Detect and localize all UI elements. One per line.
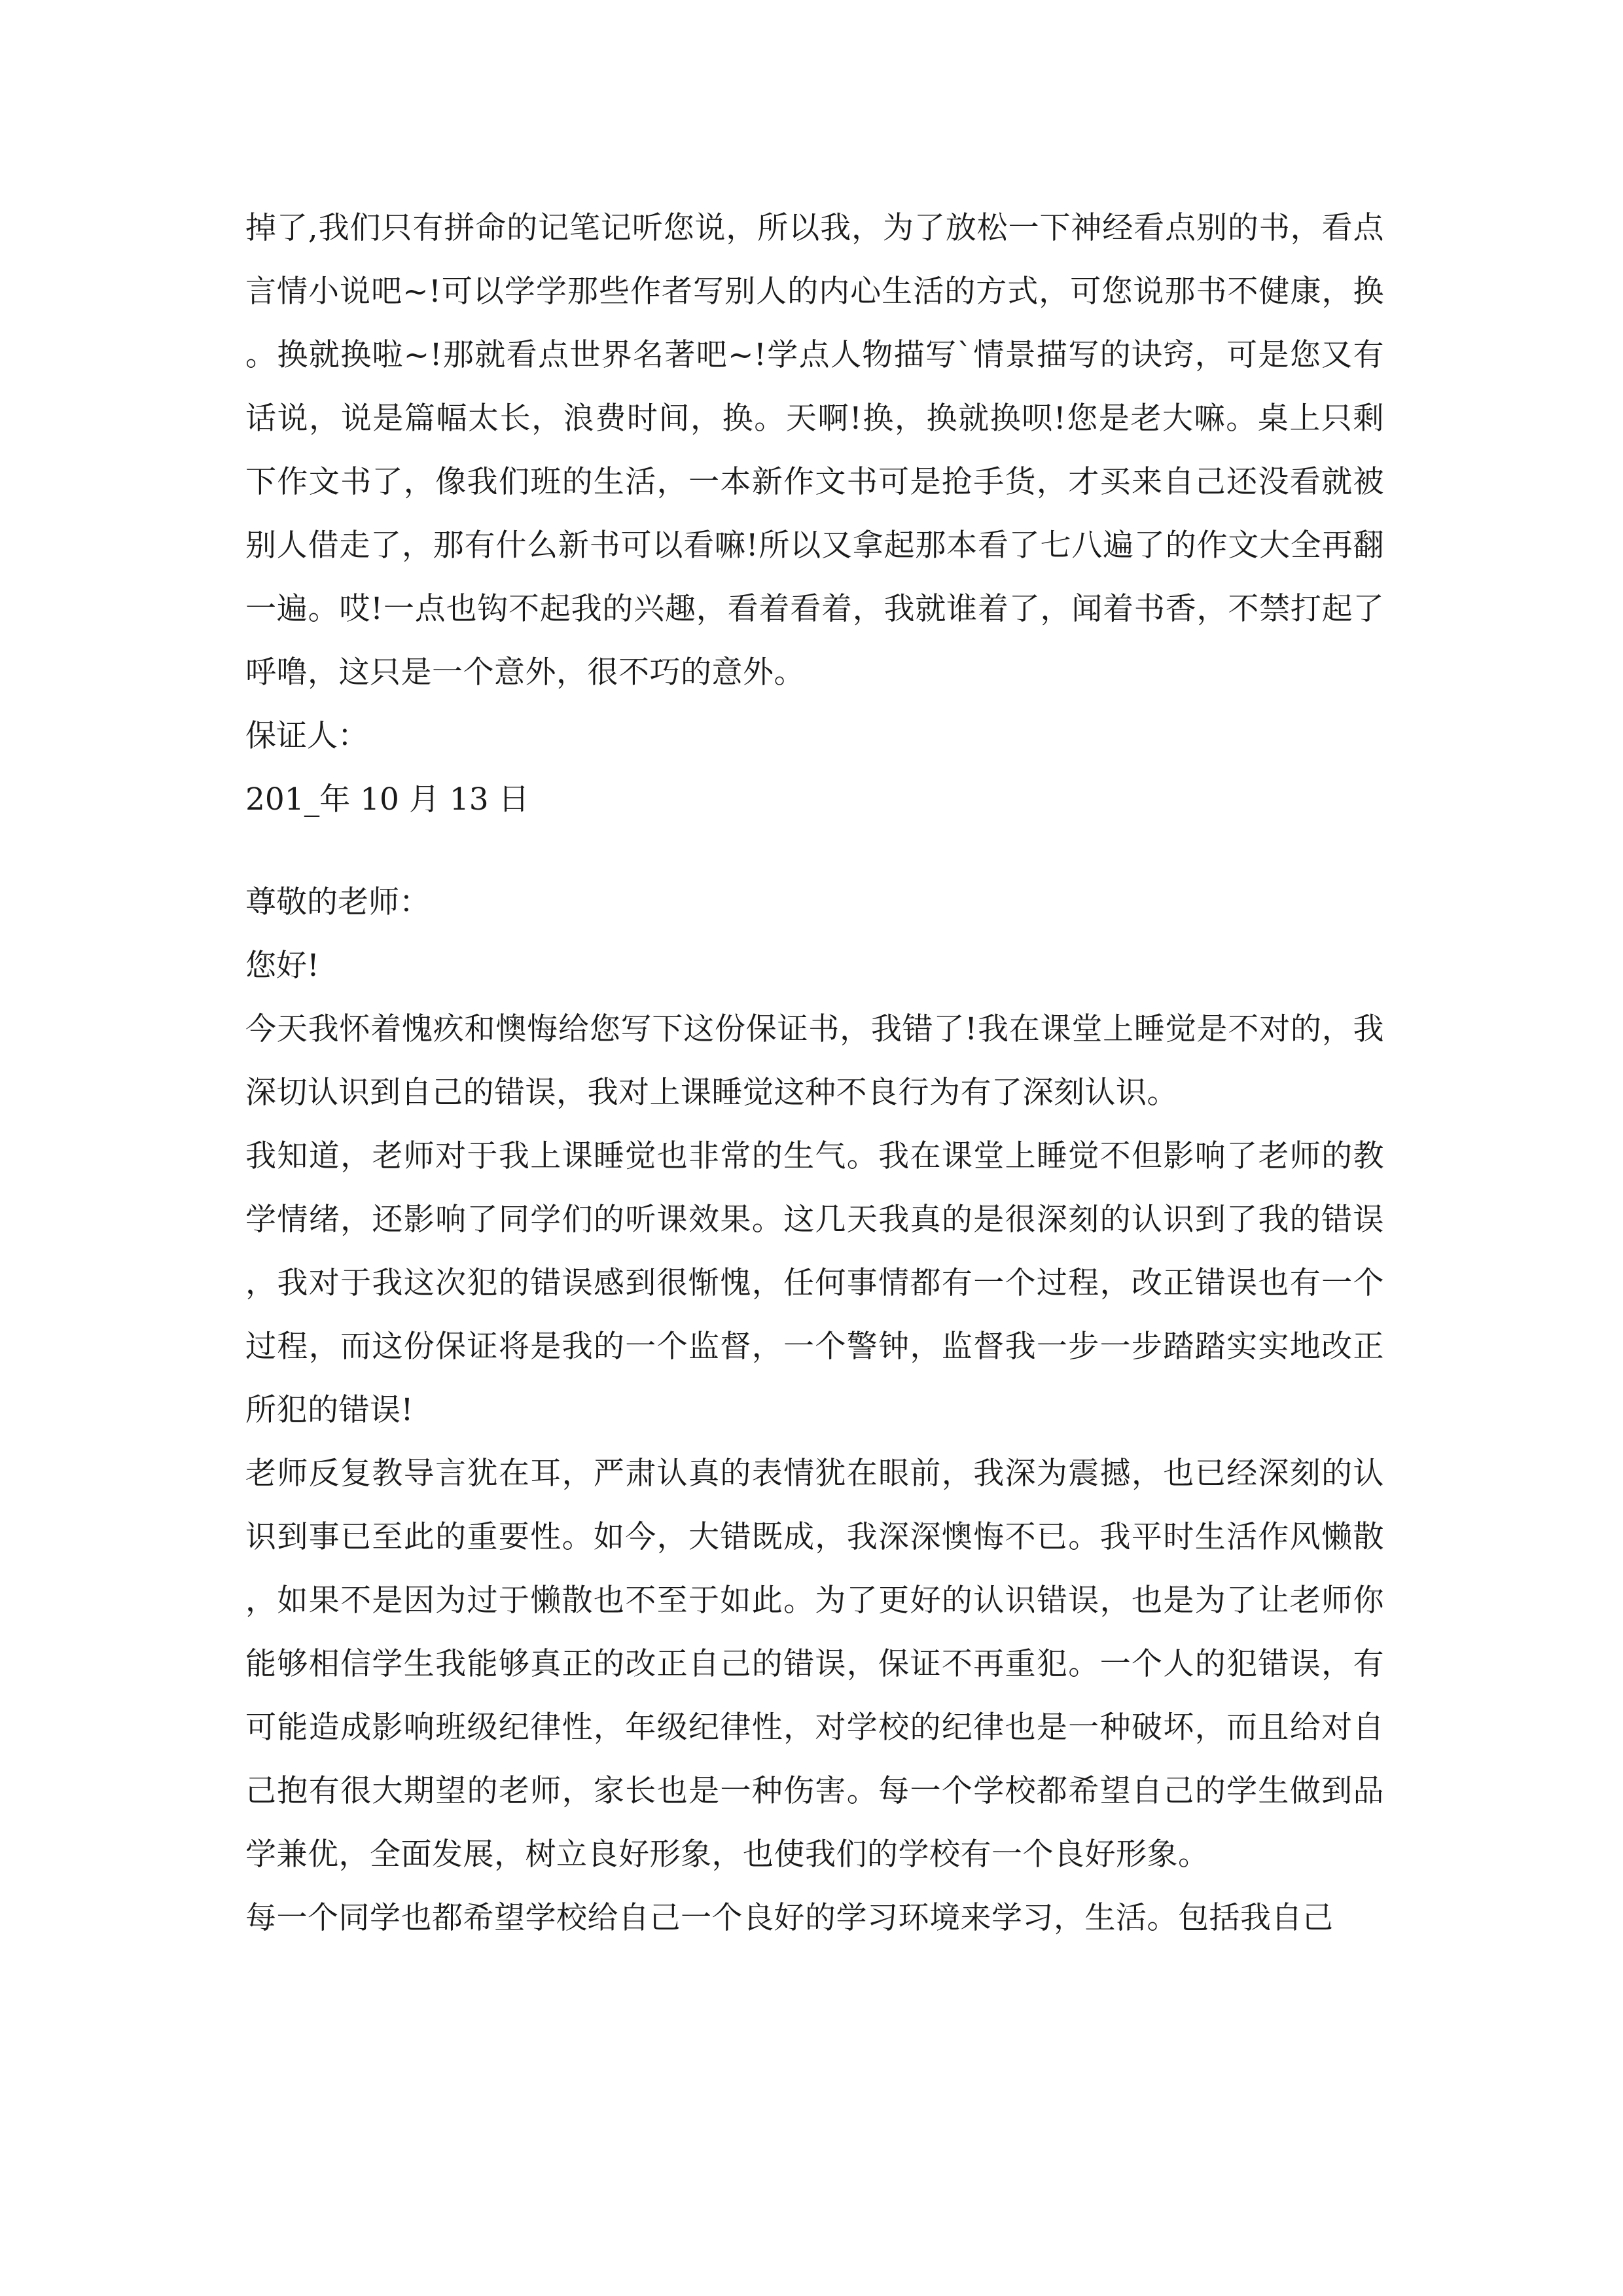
body-paragraph: 每一个同学也都希望学校给自己一个良好的学习环境来学习，生活。包括我自己: [245, 1900, 1334, 1936]
body-paragraph: 今天我怀着愧疚和懊悔给您写下这份保证书，我错了!我在课堂上睡觉是不对的，我深切认识到自己的错误，我对上课睡觉这种不良行为有了深刻认识。: [245, 1011, 1384, 1111]
body-paragraph: 掉了,我们只有拼命的记笔记听您说，所以我，为了放松一下神经看点别的书，看点言情小说吧~!可以学学那些作者写别人的内心生活的方式，可您说那书不健康，换。换就换啦~!那就看点世界名著吧~!学点人物描写`情景描写的诀窍，可是您又有话说，说是篇幅太长，浪费时间，换。天啊!换，换就换呗!您是老大嘛。桌上只剩下作文书了，像我们班的生活，一本新作文书可是抢手货，才买来自己还没看就被别人借走了，那有什么新书可以看嘛!所以又拿起那本看了七八遍了的作文大全再翻一遍。哎!一点也钩不起我的兴趣，看着看着，我就谁着了，闻着书香，不禁打起了呼噜，这只是一个意外，很不巧的意外。: [245, 210, 1384, 691]
signer-label: 保证人：: [245, 718, 368, 754]
body-paragraph: 我知道，老师对于我上课睡觉也非常的生气。我在课堂上睡觉不但影响了老师的教学情绪，还影响了同学们的听课效果。这几天我真的是很深刻的认识到了我的错误，我对于我这次犯的错误感到很惭愧，任何事情都有一个过程，改正错误也有一个过程，而这份保证将是我的一个监督，一个警钟，监督我一步一步踏踏实实地改正所犯的错误!: [245, 1138, 1384, 1428]
body-paragraph: 老师反复教导言犹在耳，严肃认真的表情犹在眼前，我深为震撼，也已经深刻的认识到事已至此的重要性。如今，大错既成，我深深懊悔不已。我平时生活作风懒散，如果不是因为过于懒散也不至于如此。为了更好的认识错误，也是为了让老师你能够相信学生我能够真正的改正自己的错误，保证不再重犯。一个人的犯错误，有可能造成影响班级纪律性，年级纪律性，对学校的纪律也是一种破坏，而且给对自己抱有很大期望的老师，家长也是一种伤害。每一个学校都希望自己的学生做到品学兼优，全面发展，树立良好形象，也使我们的学校有一个良好形象。: [245, 1456, 1384, 1873]
date-line: 201_年 10 月 13 日: [245, 781, 529, 817]
greeting: 您好!: [245, 948, 319, 984]
guarantee-letter: [245, 870, 1384, 1950]
salutation: 尊敬的老师：: [245, 884, 430, 920]
guarantee-letter-continuation: [245, 196, 1384, 831]
